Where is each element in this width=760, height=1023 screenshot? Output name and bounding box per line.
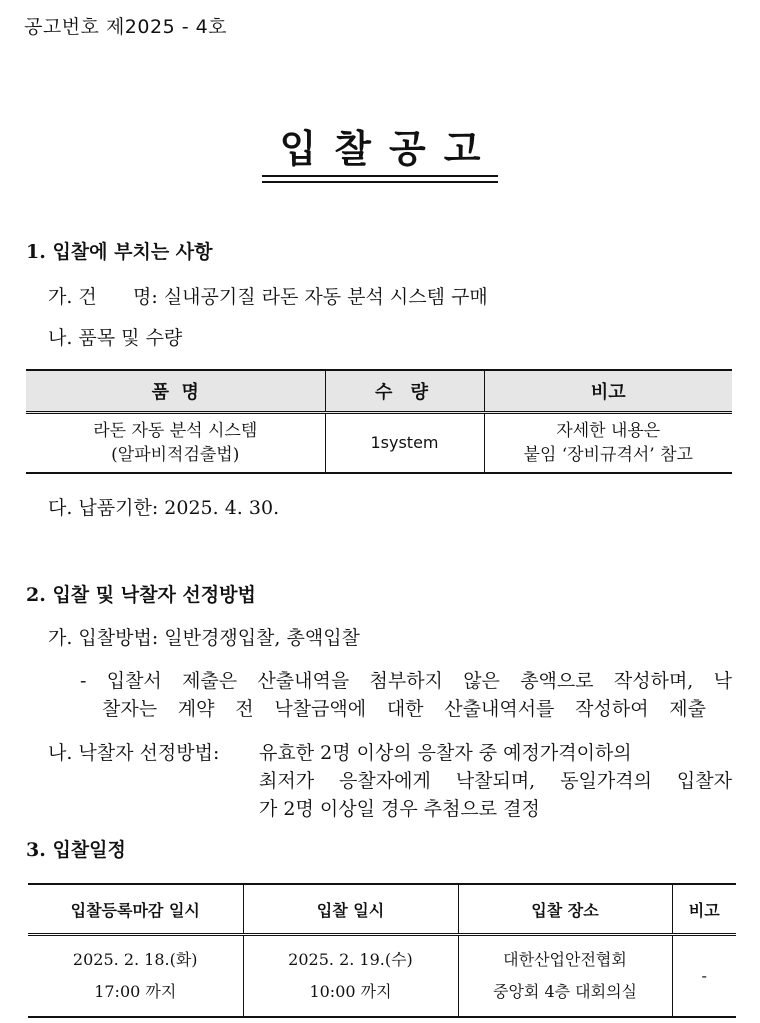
item-table xyxy=(26,369,732,474)
quantity-cell: 1system xyxy=(325,413,484,474)
item-table-header xyxy=(26,370,732,413)
table-row xyxy=(28,935,736,1018)
deadline-date: 2025. 2. 18.(화) xyxy=(72,950,198,969)
notice-number: 공고번호 제2025 - 4호 xyxy=(24,16,228,38)
item-name-label: 가. 건 명: xyxy=(48,286,158,308)
page-title xyxy=(0,118,760,173)
bid-time-cell xyxy=(243,935,458,1018)
place-line1: 대한산업안전협회 xyxy=(503,950,627,969)
deadline-cell xyxy=(28,935,243,1018)
schedule-header-deadline: 입찰등록마감 일시 xyxy=(28,884,243,935)
winner-selection-line1: 유효한 2명 이상의 응찰자 중 예정가격이하의 xyxy=(259,742,632,764)
page-title-text: 입찰공고 xyxy=(262,126,499,177)
item-name-line1: 라돈 자동 분석 시스템 xyxy=(93,421,258,441)
item-name-line2: (알파비적검출법) xyxy=(111,445,240,465)
schedule-note-cell: - xyxy=(672,935,736,1018)
item-name-row xyxy=(48,282,488,309)
schedule-header-note: 비고 xyxy=(672,884,736,935)
winner-selection-line2: 최저가 응찰자에게 낙찰되며, 동일가격의 입찰자 xyxy=(259,770,732,792)
winner-selection-label: 나. 낙찰자 선정방법: xyxy=(48,742,220,764)
winner-selection-line3: 가 2명 이상일 경우 추첨으로 결정 xyxy=(259,798,540,820)
item-table-header-name: 품 명 xyxy=(26,370,325,413)
item-name-value: 실내공기질 라돈 자동 분석 시스템 구매 xyxy=(163,286,488,308)
place-cell xyxy=(458,935,672,1018)
schedule-table-header xyxy=(28,884,736,935)
item-table-header-quantity: 수 량 xyxy=(325,370,484,413)
table-row xyxy=(26,413,732,474)
item-quantity-heading: 나. 품목 및 수량 xyxy=(48,327,183,349)
deadline-time: 17:00 까지 xyxy=(94,982,177,1001)
bid-time: 10:00 까지 xyxy=(309,982,392,1001)
bid-method-note-line2: 찰자는 계약 전 낙찰금액에 대한 산출내역서를 작성하여 제출 xyxy=(102,698,706,720)
schedule-header-place: 입찰 장소 xyxy=(458,884,672,935)
item-table-header-note: 비고 xyxy=(484,370,732,413)
bid-method: 가. 입찰방법: 일반경쟁입찰, 총액입찰 xyxy=(48,627,360,649)
section3-heading: 3. 입찰일정 xyxy=(26,839,126,861)
schedule-table xyxy=(28,883,736,1018)
section1-heading: 1. 입찰에 부치는 사항 xyxy=(26,241,213,263)
note-line1: 자세한 내용은 xyxy=(556,421,661,441)
note-cell xyxy=(484,413,732,474)
place-line2: 중앙회 4층 대회의실 xyxy=(493,982,637,1001)
note-line2: 붙임 ‘장비규격서’ 참고 xyxy=(523,445,693,465)
bid-date: 2025. 2. 19.(수) xyxy=(288,950,413,969)
item-cell xyxy=(26,413,325,474)
schedule-header-bid-time: 입찰 일시 xyxy=(243,884,458,935)
bid-method-note-line1: - 입찰서 제출은 산출내역을 첨부하지 않은 총액으로 작성하며, 낙 xyxy=(80,670,732,692)
section2-heading: 2. 입찰 및 낙찰자 선정방법 xyxy=(26,584,256,606)
delivery-deadline: 다. 납품기한: 2025. 4. 30. xyxy=(48,497,280,519)
